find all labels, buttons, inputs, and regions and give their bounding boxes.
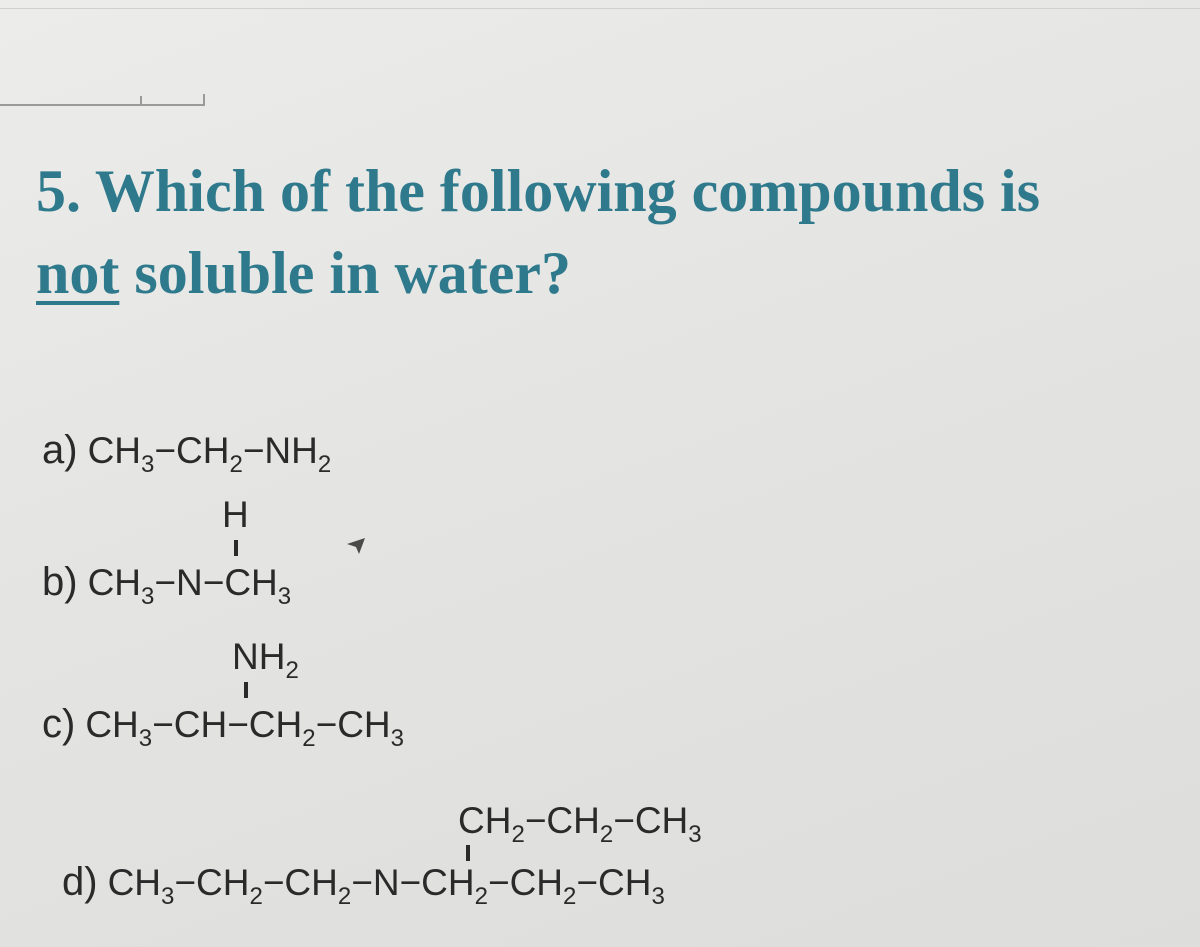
answer-box-edge	[0, 94, 205, 106]
option-a-formula: $CH_3-CH_2-NH_2$	[87, 430, 332, 478]
option-c-substituent-nh2: $NH_2$	[232, 636, 299, 684]
option-b-substituent-h: H	[222, 494, 249, 535]
option-d-formula: $CH_3-CH_2-CH_2-N-CH_2-CH_2-CH_3$	[107, 862, 665, 910]
answer-box-tick	[140, 96, 142, 106]
option-c-vertical-bond	[244, 682, 248, 698]
option-b-formula: $CH_3-N-CH_3$	[87, 562, 292, 610]
option-c-formula: $CH_3-CH-CH_2-CH_3$	[85, 704, 405, 752]
option-d-vertical-bond	[466, 845, 470, 861]
question-text-after: soluble in water?	[134, 240, 572, 306]
top-divider	[0, 8, 1200, 9]
option-a-label: a)	[42, 428, 78, 472]
option-a[interactable]	[42, 428, 332, 478]
option-c[interactable]	[42, 702, 405, 752]
question-underlined-word: not	[36, 240, 120, 306]
option-b-vertical-bond	[234, 540, 238, 556]
option-d-substituent-propyl: $CH_2-CH_2-CH_3$	[458, 800, 702, 848]
option-b-label: b)	[42, 560, 78, 604]
question-number: 5.	[36, 158, 81, 224]
option-d[interactable]	[62, 860, 665, 910]
question-text-before: Which of the following compounds is	[94, 158, 1041, 224]
option-b[interactable]	[42, 560, 292, 610]
mouse-pointer-icon	[345, 534, 367, 556]
option-d-label: d)	[62, 860, 98, 904]
option-c-label: c)	[42, 702, 76, 746]
question-text	[36, 150, 1176, 314]
